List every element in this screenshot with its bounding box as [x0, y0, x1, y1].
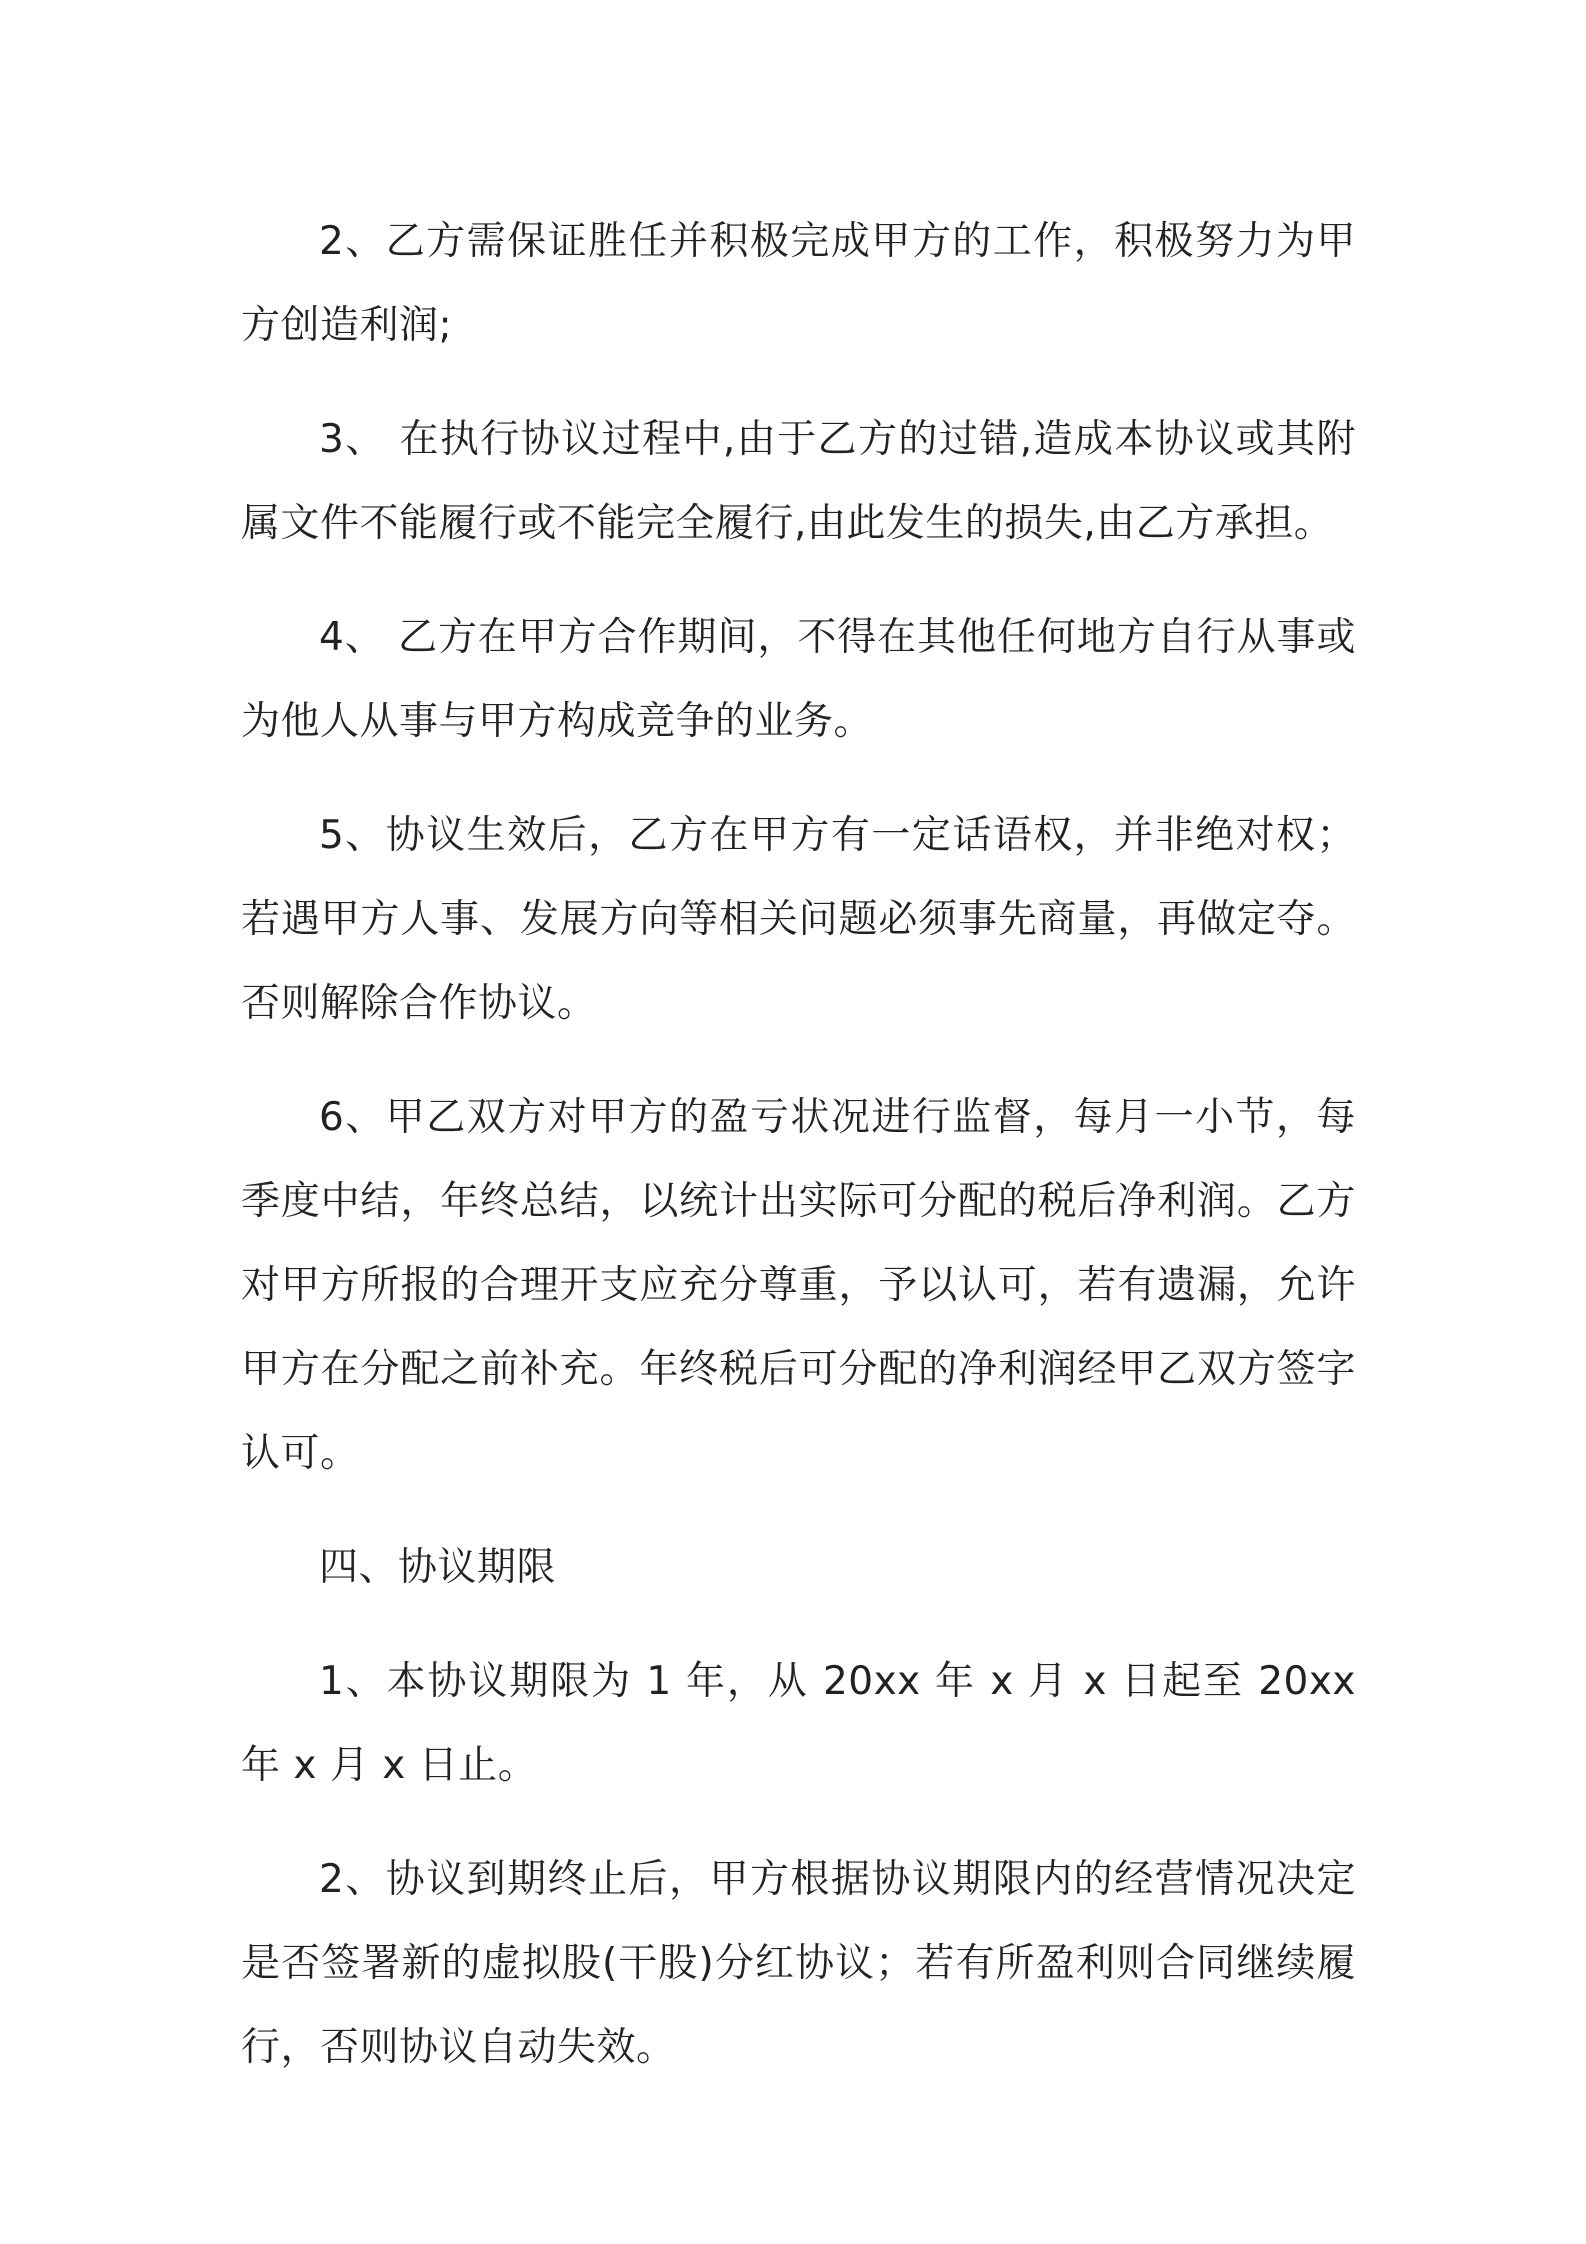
paragraph-clause-5: 5、协议生效后，乙方在甲方有一定话语权，并非绝对权；若遇甲方人事、发展方向等相关问题必须事先商量，再做定夺。否则解除合作协议。 — [241, 813, 1356, 1026]
paragraph-clause-6: 6、甲乙双方对甲方的盈亏状况进行监督，每月一小节，每季度中结，年终总结，以统计出实际可分配的税后净利润。乙方对甲方所报的合理开支应充分尊重，予以认可，若有遗漏，允许甲方在分配之前补充。年终税后可分配的净利润经甲乙双方签字认可。 — [241, 1095, 1356, 1476]
paragraph-clause-2: 2、乙方需保证胜任并积极完成甲方的工作，积极努力为甲方创造利润; — [241, 219, 1356, 348]
paragraph-term-2: 2、协议到期终止后，甲方根据协议期限内的经营情况决定是否签署新的虚拟股(干股)分红协议；若有所盈利则合同继续履行，否则协议自动失效。 — [241, 1857, 1356, 2070]
paragraph-clause-3: 3、 在执行协议过程中,由于乙方的过错,造成本协议或其附属文件不能履行或不能完全履行,由此发生的损失,由乙方承担。 — [241, 417, 1356, 546]
paragraph-term-1: 1、本协议期限为 1 年，从 20xx 年 x 月 x 日起至 20xx 年 x 月 x 日止。 — [241, 1659, 1356, 1788]
section-heading-term: 四、协议期限 — [319, 1545, 557, 1590]
document-page — [241, 200, 1356, 2090]
paragraph-clause-4: 4、 乙方在甲方合作期间，不得在其他任何地方自行从事或为他人从事与甲方构成竞争的业务。 — [241, 615, 1356, 744]
